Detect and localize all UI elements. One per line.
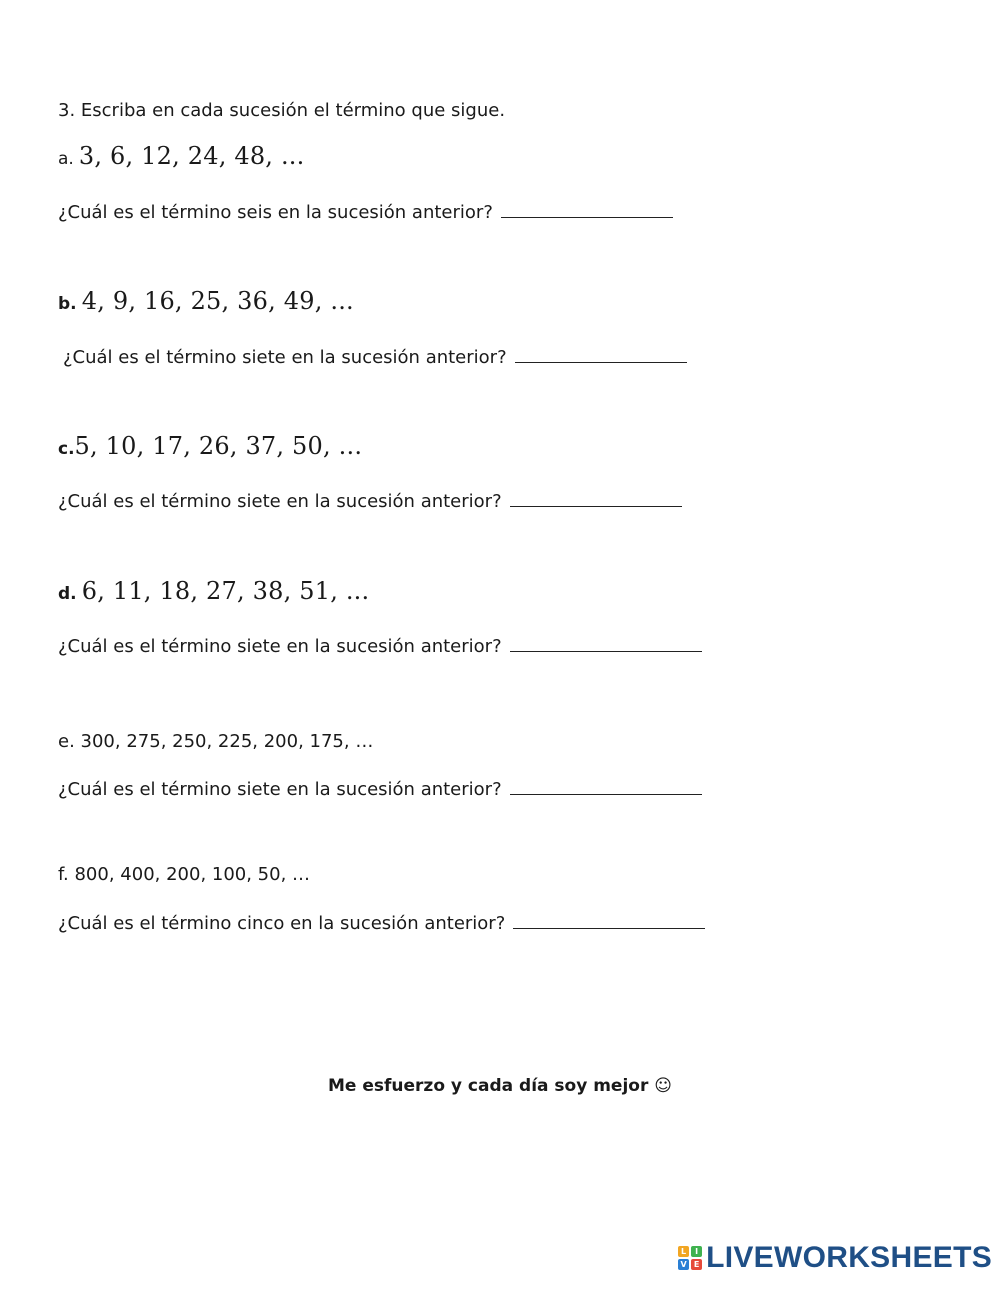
sequence-d <box>58 577 369 605</box>
question-a <box>58 201 673 223</box>
sequence-b <box>58 287 354 315</box>
sequence-f-terms: 800, 400, 200, 100, 50, … <box>74 864 311 885</box>
logo-grid-icon <box>678 1246 702 1270</box>
answer-blank-e[interactable] <box>510 778 702 795</box>
question-d-text: ¿Cuál es el término siete en la sucesión anterior? <box>58 636 502 657</box>
item-label-e: e. <box>58 731 75 752</box>
item-label-d: d. <box>58 584 77 604</box>
question-c-text: ¿Cuál es el término siete en la sucesión anterior? <box>58 491 502 512</box>
sequence-a <box>58 142 304 170</box>
question-c <box>58 490 682 512</box>
logo-letter-l: L <box>678 1246 689 1257</box>
answer-blank-d[interactable] <box>510 635 702 652</box>
instruction-text: 3. Escriba en cada sucesión el término que sigue. <box>58 100 506 121</box>
item-label-f: f. <box>58 864 69 885</box>
sequence-c <box>58 432 362 460</box>
sequence-e-terms: 300, 275, 250, 225, 200, 175, … <box>80 731 374 752</box>
logo-letter-e: E <box>691 1259 702 1270</box>
liveworksheets-logo <box>678 1241 992 1275</box>
question-f <box>58 912 705 934</box>
sequence-b-terms: 4, 9, 16, 25, 36, 49, ... <box>81 287 354 315</box>
question-e-text: ¿Cuál es el término siete en la sucesión anterior? <box>58 779 502 800</box>
answer-blank-c[interactable] <box>510 490 682 507</box>
logo-letter-i: I <box>691 1246 702 1257</box>
logo-letter-v: V <box>678 1259 689 1270</box>
question-a-text: ¿Cuál es el término seis en la sucesión anterior? <box>58 202 493 223</box>
sequence-f <box>58 864 310 885</box>
brand-name: LIVEWORKSHEETS <box>706 1241 992 1274</box>
answer-blank-b[interactable] <box>515 346 687 363</box>
footer-motto: Me esfuerzo y cada día soy mejor ☺ <box>328 1076 672 1096</box>
question-f-text: ¿Cuál es el término cinco en la sucesión anterior? <box>58 913 506 934</box>
item-label-a: a. <box>58 149 74 169</box>
sequence-c-terms: 5, 10, 17, 26, 37, 50, ... <box>74 432 363 460</box>
item-label-c: c. <box>58 439 75 459</box>
question-d <box>58 635 702 657</box>
answer-blank-a[interactable] <box>501 201 673 218</box>
question-b <box>63 346 687 368</box>
sequence-d-terms: 6, 11, 18, 27, 38, 51, ... <box>81 577 370 605</box>
question-e <box>58 778 702 800</box>
sequence-e <box>58 731 373 752</box>
answer-blank-f[interactable] <box>513 912 705 929</box>
sequence-a-terms: 3, 6, 12, 24, 48, ... <box>78 142 305 170</box>
item-label-b: b. <box>58 294 77 314</box>
question-b-text: ¿Cuál es el término siete en la sucesión anterior? <box>63 347 507 368</box>
